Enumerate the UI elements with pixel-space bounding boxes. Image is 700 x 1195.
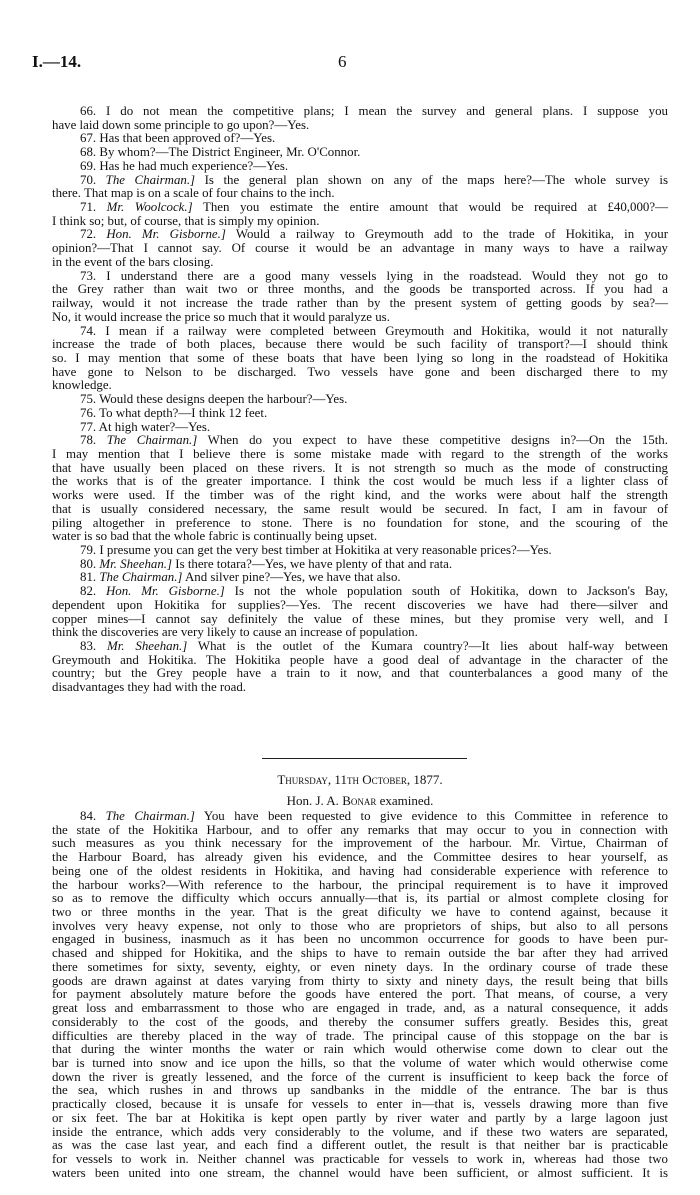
line-text: great loss and embarrassment to those who are engaged in trade, and, as a natural consequence, it adds — [52, 1001, 668, 1016]
line-text: there sometimes for sixty, seventy, eighty, or even ninety days. In the ordinary course of trade these — [52, 959, 668, 974]
question-paragraph — [52, 544, 668, 558]
text-line — [52, 1057, 668, 1071]
text-line — [52, 1112, 668, 1126]
text-line — [52, 599, 668, 613]
text-line — [52, 421, 668, 435]
question-paragraph — [52, 434, 668, 544]
witness-name: Bonar — [342, 793, 377, 808]
question-number: 67. — [80, 131, 97, 146]
text-line — [52, 640, 668, 654]
text-line — [52, 654, 668, 668]
text-line — [52, 187, 668, 201]
line-text: Is the general plan shown on any of the maps here?—The whole survey is — [204, 172, 668, 187]
question-number: 73. — [80, 268, 97, 283]
line-text: Would a railway to Greymouth add to the trade of Hokitika, in your — [235, 227, 668, 242]
text-line — [52, 681, 668, 695]
line-text: inside the entrance, which adds very considerably to the volume, and if these two waters are separated, — [52, 1124, 668, 1139]
text-line — [52, 906, 668, 920]
text-line — [52, 1098, 668, 1112]
speaker-name: Mr. Woolcock.] — [106, 200, 193, 215]
text-line — [52, 489, 668, 503]
text-line — [52, 851, 668, 865]
line-text: Has that been approved of?—Yes. — [99, 131, 276, 146]
text-line — [52, 544, 668, 558]
question-paragraph — [52, 228, 668, 269]
line-text: goods are drawn against at dates varying from thirty to sixty and ninety days, the result being that bills — [52, 973, 668, 988]
line-text: practically closed, because it is unsafe for vessels to enter in—that is, vessels drawing more than five — [52, 1097, 668, 1112]
line-text: No, it would increase the price so much that it would paralyze us. — [52, 309, 390, 324]
line-text: dependent upon Hokitika for supplies?—Yes. The recent discoveries we have had there—silver and — [52, 597, 668, 612]
text-line — [52, 1030, 668, 1044]
line-text: waters been united into one stream, the channel would have been sufficient, or almost sufficient. It is — [52, 1165, 668, 1180]
question-number: 69. — [80, 158, 97, 173]
line-text: the Grey rather than wait two or three months, and the goods be transported across. If you had a — [52, 282, 668, 297]
text-line — [52, 160, 668, 174]
line-text: water is so bad that the whole fabric is continually being upset. — [52, 529, 378, 544]
text-line — [52, 920, 668, 934]
text-line — [52, 297, 668, 311]
speaker-name: The Chairman.] — [99, 570, 183, 585]
line-text: knowledge. — [52, 378, 112, 393]
text-line — [52, 270, 668, 284]
question-number: 70. — [80, 172, 97, 187]
line-text: have laid down some principle to go upon?—Yes. — [52, 117, 310, 132]
speaker-name: Mr. Sheehan.] — [106, 639, 188, 654]
line-text: two or three months in the year. That is the great dificulty we have to contend against, because it — [52, 905, 668, 920]
speaker-name: Hon. Mr. Gisborne.] — [106, 227, 226, 242]
line-text: To what depth?—I think 12 feet. — [99, 405, 268, 420]
line-text: or six feet. The bar at Hokitika is kept open partly by river water and partly by a large lagoon just — [52, 1110, 668, 1125]
text-line — [52, 352, 668, 366]
line-text: being one of the oldest residents in Hokitika, and having had considerable experience with reference to — [52, 863, 668, 878]
question-number: 79. — [80, 543, 97, 557]
line-text: chased and shipped for Hokitika, and the ships to have to remain outside the bar after they had arrived — [52, 946, 668, 961]
text-line — [52, 283, 668, 297]
text-line — [52, 1153, 668, 1167]
text-line — [52, 613, 668, 627]
question-number: 80. — [80, 556, 97, 571]
session-date-heading: Thursday, 11th October, 1877. — [277, 772, 443, 787]
question-paragraph — [52, 146, 668, 160]
line-text: that during the winter months the water or rain which would otherwise come down to clear out the — [52, 1042, 668, 1057]
question-number: 77. — [80, 419, 97, 434]
question-paragraph — [52, 558, 668, 572]
question-number: 75. — [80, 392, 97, 407]
text-line — [52, 338, 668, 352]
line-text: down the river is greatly lessened, and the force of the current is insufficient to keep back the force of — [52, 1069, 668, 1084]
line-text: so. I may mention that some of these boats that have been lying so long in the roadstead of Hokitika — [52, 350, 668, 365]
question-paragraph — [52, 132, 668, 146]
question-number: 82. — [80, 584, 97, 599]
line-text: difficulties are thereby placed in the way of trade. The principal cause of this stoppage on the bar is — [52, 1028, 668, 1043]
question-number: 66. — [80, 104, 97, 118]
text-line — [52, 667, 668, 681]
text-line — [52, 837, 668, 851]
text-line — [52, 503, 668, 517]
question-paragraph — [52, 325, 668, 394]
text-line — [52, 961, 668, 975]
line-text: the sea, which rushes in and throws up sandbanks in the middle of the entrance. The bar is thus — [52, 1083, 668, 1098]
question-number: 76. — [80, 405, 97, 420]
witness-prefix: Hon. J. A. — [286, 793, 339, 808]
line-text: the Harbour Board, has already given his evidence, and the Committee desires to hear yourself, as — [52, 850, 668, 865]
question-paragraph — [52, 174, 668, 201]
question-number: 72. — [80, 227, 97, 242]
text-line — [52, 105, 668, 119]
text-line — [52, 379, 668, 393]
question-number: 81. — [80, 570, 97, 585]
text-line — [52, 1016, 668, 1030]
line-text: I understand there are a good many vessels lying in the roadstead. Would they not go to — [106, 268, 668, 283]
question-number: 83. — [80, 639, 97, 654]
line-text: think the discoveries are very likely to cause an increase of population. — [52, 625, 418, 640]
line-text: When do you expect to have these competitive designs in?—On the 15th. — [207, 433, 668, 448]
line-text: I think so; but, of course, that is simply my opinion. — [52, 213, 320, 228]
text-line — [52, 1002, 668, 1016]
question-paragraph — [52, 407, 668, 421]
line-text: there. That map is on a scale of four chains to the inch. — [52, 186, 335, 201]
line-text: in the event of the bars closing. — [52, 254, 214, 269]
line-text: I mean if a railway were completed between Greymouth and Hokitika, would it not naturally — [105, 323, 668, 338]
question-paragraph — [52, 810, 668, 1180]
line-text: disadvantages they had with the road. — [52, 680, 247, 695]
line-text: And silver pine?—Yes, we have that also. — [184, 570, 401, 585]
text-line — [52, 530, 668, 544]
text-line — [52, 132, 668, 146]
text-line — [52, 228, 668, 242]
text-line — [52, 975, 668, 989]
line-text: the state of the Hokitika Harbour, and to offer any remarks that may occur to you in connection with — [52, 822, 668, 837]
question-paragraph — [52, 421, 668, 435]
line-text: engaged in business, inasmuch as it has been no uncommon occurrence for goods to have been pur- — [52, 932, 668, 947]
line-text: Is not the whole population south of Hokitika, down to Jackson's Bay, — [234, 584, 668, 599]
line-text: increase the trade of both places, because there would be such facility of transport?—I should think — [52, 337, 668, 352]
line-text: Is there totara?—Yes, we have plenty of that and rata. — [175, 556, 453, 571]
question-number: 68. — [80, 145, 97, 160]
text-line — [52, 475, 668, 489]
line-text: I presume you can get the very best timber at Hokitika at very reasonable prices?—Yes. — [99, 543, 552, 557]
text-line — [52, 865, 668, 879]
text-line — [52, 1071, 668, 1085]
text-line — [52, 810, 668, 824]
line-text: the harbour works?—With reference to the harbour, the principal requirement is to have it improved — [52, 877, 668, 892]
text-line — [52, 407, 668, 421]
text-line — [52, 824, 668, 838]
text-line — [52, 311, 668, 325]
line-text: By whom?—The District Engineer, Mr. O'Connor. — [99, 145, 361, 160]
line-text: railway, would it not increase the trade rather than by the present system of getting goods by sea?— — [52, 296, 668, 311]
question-paragraph — [52, 201, 668, 228]
line-text: Would these designs deepen the harbour?—Yes. — [99, 392, 348, 407]
text-line — [52, 1126, 668, 1140]
text-line — [52, 462, 668, 476]
text-line — [52, 448, 668, 462]
text-line — [52, 517, 668, 531]
line-text: for payment absolutely mature before the goods have entered the port. That means, of course, a very — [52, 987, 668, 1002]
question-number: 84. — [80, 809, 97, 823]
line-text: have gone to Nelson to be discharged. Two vessels have gone and been discharged there to my — [52, 364, 668, 379]
evidence-section-1 — [52, 105, 668, 695]
line-text: piling altogether in preference to stone. There is no foundation for stone, and the scouring of the — [52, 515, 668, 530]
speaker-name: The Chairman.] — [106, 433, 198, 448]
text-line — [52, 119, 668, 133]
line-text: bar is turned into snow and ice upon the hills, so that the volume of water which would otherwise come — [52, 1055, 668, 1070]
line-text: opinion?—That I cannot say. Of course it would be an advantage in many ways to have a railway — [52, 241, 668, 256]
text-line — [52, 626, 668, 640]
speaker-name: Mr. Sheehan.] — [99, 556, 173, 571]
line-text: so as to remove the difficulty which occurs annually—that is, its partial or almost complete closing for — [52, 891, 668, 906]
text-line — [52, 879, 668, 893]
question-paragraph — [52, 105, 668, 132]
line-text: copper mines—I cannot say definitely the value of these mines, but they promise very well, and I — [52, 611, 668, 626]
text-line — [52, 988, 668, 1002]
question-paragraph — [52, 640, 668, 695]
text-line — [52, 947, 668, 961]
line-text: Then you estimate the entire amount that would be required at £40,000?— — [202, 200, 668, 215]
text-line — [52, 1167, 668, 1181]
text-line — [52, 325, 668, 339]
line-text: such measures as you think necessary for the improvement of the harbour. Mr. Virtue, Chairman of — [52, 836, 668, 851]
line-text: I do not mean the competitive plans; I mean the survey and general plans. I suppose you — [106, 104, 668, 118]
question-paragraph — [52, 393, 668, 407]
text-line — [52, 1084, 668, 1098]
question-paragraph — [52, 585, 668, 640]
line-text: considerably to the cost of the goods, and thereby the consumer suffers greatly. Besides this, great — [52, 1014, 668, 1029]
question-paragraph — [52, 270, 668, 325]
text-line — [52, 1139, 668, 1153]
page-number: 6 — [338, 52, 347, 71]
line-text: country; but the Grey people have a train to it now, and that counterbalances a good many of the — [52, 666, 668, 681]
line-text: for vessels to work in. Neither channel was practicable for vessels to work in, whereas had those two — [52, 1151, 668, 1166]
text-line — [52, 366, 668, 380]
text-line — [52, 933, 668, 947]
line-text: as was the case last year, and each find a different outlet, the result is that neither bar is practicable — [52, 1138, 668, 1153]
text-line — [52, 242, 668, 256]
text-line — [52, 585, 668, 599]
question-paragraph — [52, 571, 668, 585]
line-text: the works that is of the greater importance. I think the cost would be much less if a lighter class of — [52, 474, 668, 489]
line-text: involves very heavy expense, not only to those who are proprietors of ships, but also to all persons — [52, 918, 668, 933]
question-number: 71. — [80, 200, 97, 215]
text-line — [52, 201, 668, 215]
text-line — [52, 558, 668, 572]
line-text: that have usually been placed on these rivers. It is not strength so much as the mode of constructing — [52, 460, 668, 475]
line-text: What is the outlet of the Kumara country?—It lies about half-way between — [197, 639, 669, 654]
line-text: I may mention that I believe there is some mistake made with regard to the strength of the works — [52, 446, 668, 461]
line-text: that is usually considered necessary, the same result would be secured. In fact, I am in favour of — [52, 501, 668, 516]
question-paragraph — [52, 160, 668, 174]
line-text: Has he had much experience?—Yes. — [99, 158, 289, 173]
question-number: 78. — [80, 433, 97, 448]
speaker-name: The Chairman.] — [105, 809, 195, 823]
text-line — [52, 571, 668, 585]
line-text: works were used. If the timber was of the right kind, and the works were about half the strength — [52, 488, 668, 503]
text-line — [52, 1043, 668, 1057]
section-divider — [262, 758, 467, 759]
line-text: Greymouth and Hokitika. The Hokitika people have a good deal of advantage in the character of the — [52, 652, 668, 667]
speaker-name: Hon. Mr. Gisborne.] — [105, 584, 225, 599]
text-line — [52, 434, 668, 448]
text-line — [52, 256, 668, 270]
line-text: At high water?—Yes. — [98, 419, 211, 434]
witness-suffix: examined. — [379, 793, 434, 808]
text-line — [52, 174, 668, 188]
speaker-name: The Chairman.] — [105, 172, 196, 187]
evidence-section-2 — [52, 810, 668, 1180]
witness-heading — [52, 793, 668, 809]
text-line — [52, 892, 668, 906]
text-line — [52, 215, 668, 229]
text-line — [52, 393, 668, 407]
question-number: 74. — [80, 323, 97, 338]
line-text: You have been requested to give evidence to this Committee in reference to — [203, 809, 668, 823]
text-line — [52, 146, 668, 160]
document-reference: I.—14. — [32, 52, 82, 71]
